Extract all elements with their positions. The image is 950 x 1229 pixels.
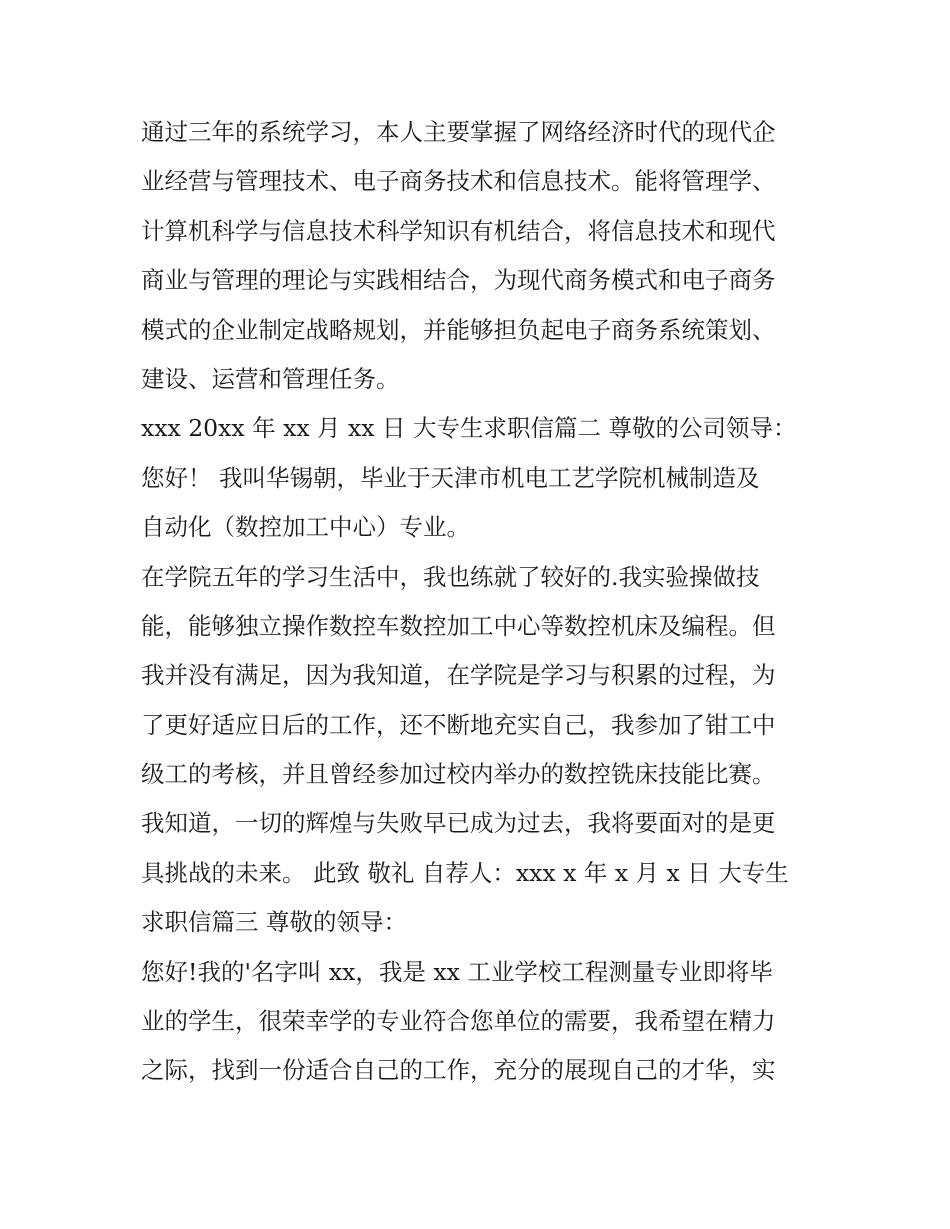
text-line: 建设、运营和管理任务。	[141, 364, 400, 393]
text-line: 业经营与管理技术、电子商务技术和信息技术。能将管理学、	[141, 167, 776, 196]
text-line: 您好!我的'名字叫 xx，我是 xx 工业学校工程测量专业即将毕	[141, 957, 773, 986]
text-line: 自动化（数控加工中心）专业。	[141, 513, 470, 542]
text-line: 您好！ 我叫华锡朝，毕业于天津市机电工艺学院机械制造及	[141, 463, 760, 492]
text-line: 我并没有满足，因为我知道，在学院是学习与积累的过程，为	[141, 661, 776, 690]
text-line: 在学院五年的学习生活中，我也练就了较好的.我实验操做技	[141, 562, 760, 591]
text-line: 之际，找到一份适合自己的工作，充分的展现自己的才华，实	[141, 1056, 776, 1085]
body-text	[141, 108, 821, 1096]
text-line: 级工的考核，并且曾经参加过校内举办的数控铣床技能比赛。	[141, 760, 776, 789]
text-line: 商业与管理的理论与实践相结合，为现代商务模式和电子商务	[141, 266, 776, 295]
text-line: 我知道，一切的辉煌与失败早已成为过去，我将要面对的是更	[141, 809, 776, 838]
text-line: 求职信篇三 尊敬的领导：	[141, 908, 407, 937]
text-line: 业的学生，很荣幸学的专业符合您单位的需要，我希望在精力	[141, 1007, 776, 1036]
text-line: 模式的企业制定战略规划，并能够担负起电子商务系统策划、	[141, 315, 776, 344]
text-line: 计算机科学与信息技术科学知识有机结合，将信息技术和现代	[141, 216, 776, 245]
text-line: 通过三年的系统学习，本人主要掌握了网络经济时代的现代企	[141, 118, 776, 146]
text-line: 具挑战的未来。 此致 敬礼 自荐人：xxx x 年 x 月 x 日 大专生	[141, 858, 789, 887]
text-line: xxx 20xx 年 xx 月 xx 日 大专生求职信篇二 尊敬的公司领导：	[141, 414, 797, 443]
text-line: 能，能够独立操作数控车数控加工中心等数控机床及编程。但	[141, 611, 776, 640]
text-line: 了更好适应日后的工作，还不断地充实自己，我参加了钳工中	[141, 710, 776, 739]
